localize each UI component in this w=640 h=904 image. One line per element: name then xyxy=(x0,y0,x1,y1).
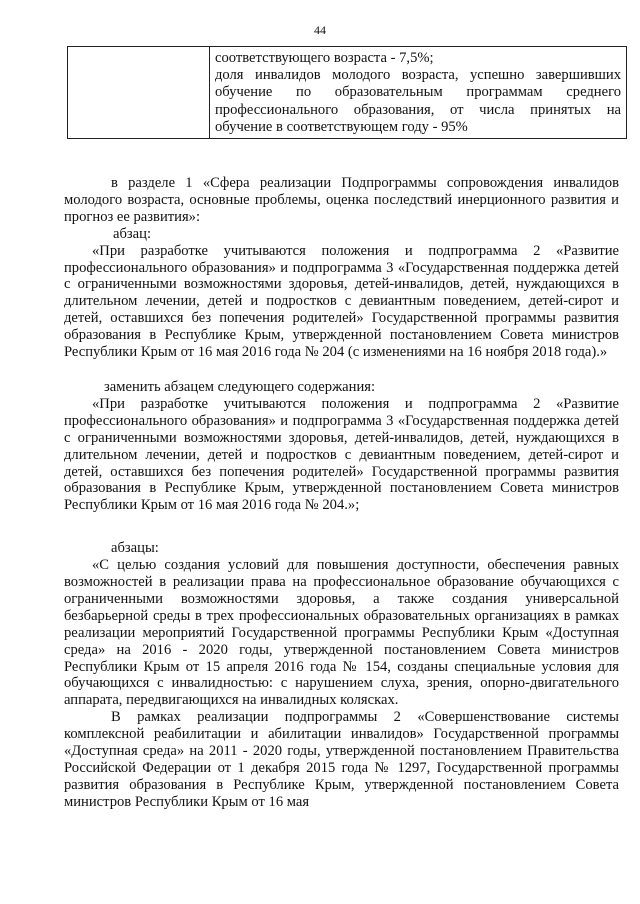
table-cell-line: доля инвалидов молодого возраста, успешно завершивших обучение по образовательным программам среднего профессионального образования, от числа принятых на обучение в соответствующем году - 95% xyxy=(215,67,621,135)
table-cell-left xyxy=(68,47,210,139)
table-cell-right xyxy=(210,47,627,139)
page-number: 44 xyxy=(314,23,326,37)
paragraph-section-intro: в разделе 1 «Сфера реализации Подпрограммы сопровождения инвалидов молодого возраста, основные проблемы, оценка последствий инерционного развития и прогноз ее развития»: xyxy=(64,175,619,225)
paragraph-accessibility: «С целью создания условий для повышения доступности, обеспечения равных возможностей в реализации права на профессиональное образование обучающихся с ограниченными возможностями здоровья, а также создания универсальной безбарьерной среды в трех профессиональных образовательных организациях в рамках реализации мероприятий Государственной программы Республики Крым «Доступная среда» на 2016 - 2020 годы, утвержденной постановлением Совета министров Республики Крым от 15 апреля 2016 года № 154, созданы специальные условия для обучающихся с инвалидностью: с нарушением слуха, зрения, опорно-двигательного аппарата, передвигающихся на инвалидных колясках. xyxy=(64,557,619,709)
table-row xyxy=(68,47,627,139)
document-body xyxy=(64,175,619,811)
continuation-table xyxy=(67,46,627,139)
table-cell-line: соответствующего возраста - 7,5%; xyxy=(215,50,434,66)
paragraph-label-abzacy: абзацы: xyxy=(111,540,159,557)
paragraph-subprogram: В рамках реализации подпрограммы 2 «Совершенствование системы комплексной реабилитации и абилитации инвалидов» Государственной программы «Доступная среда» на 2011 - 2020 годы, утвержденной постановлением Правительства Российской Федерации от 1 декабря 2015 года № 1297, Государственной программы развития образования в Республике Крым, утвержденной постановлением Совета министров Республики Крым от 16 мая xyxy=(64,709,619,810)
paragraph-new-text: «При разработке учитываются положения и подпрограмма 2 «Развитие профессионального образования» и подпрограмма 3 «Государственная поддержка детей с ограниченными возможностями здоровья, детей-инвалидов, детей, нуждающихся в длительном лечении, детей и подростков с девиантным поведением, детей-сирот и детей, оставшихся без попечения родителей» Государственной программы развития образования в Республике Крым, утвержденной постановлением Совета министров Республики Крым от 16 мая 2016 года № 204.»; xyxy=(64,395,619,514)
paragraph-label-abzac: абзац: xyxy=(113,225,152,242)
paragraph-replace-instruction: заменить абзацем следующего содержания: xyxy=(104,378,376,395)
paragraph-old-text: «При разработке учитываются положения и подпрограмма 2 «Развитие профессионального образования» и подпрограмма 3 «Государственная поддержка детей с ограниченными возможностями здоровья, детей-инвалидов, детей, нуждающихся в длительном лечении, детей и подростков с девиантным поведением, детей-сирот и детей, оставшихся без попечения родителей» Государственной программы развития образования в Республике Крым, утвержденной постановлением Совета министров Республики Крым от 16 мая 2016 года № 204 (с изменениями на 16 ноября 2018 года).» xyxy=(64,242,619,361)
